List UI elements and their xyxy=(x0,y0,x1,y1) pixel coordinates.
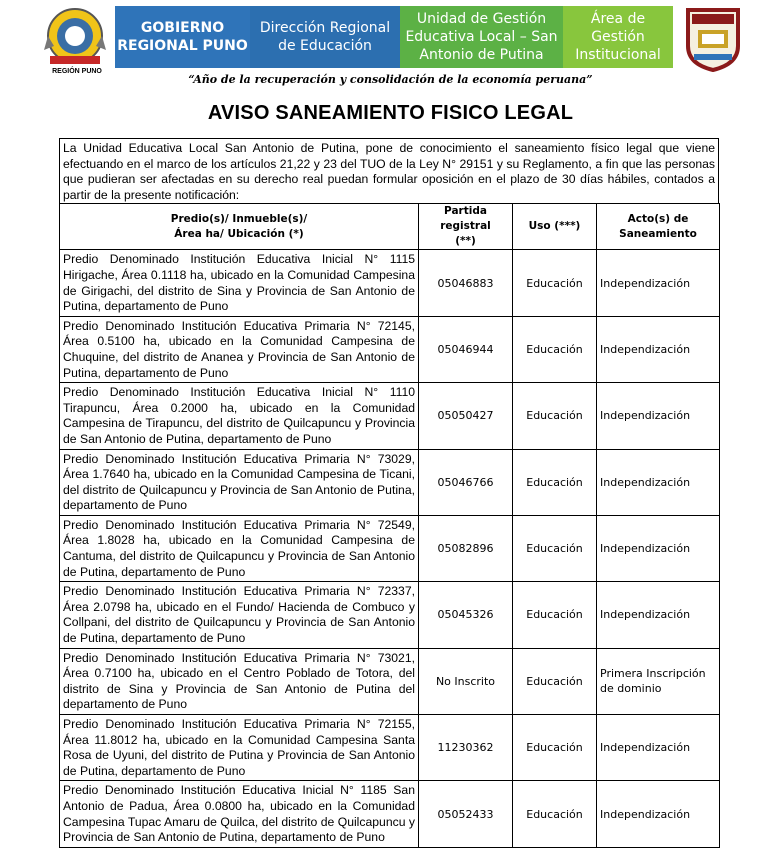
table-row xyxy=(60,781,720,847)
acto-saneamiento: Independización xyxy=(597,582,720,648)
predio-description: Predio Denominado Institución Educativa Inicial N° 1185 San Antonio de Padua, Área 0.0800 ha, ubicado en la Comunidad Campesina Tupac Amaru de Quilca, del distrito de Quilcapuncu y Provincia de San Antonio de Putina, departamento de Puno xyxy=(60,781,419,847)
partida-registral: 05052433 xyxy=(419,781,513,847)
uso: Educación xyxy=(513,648,597,714)
acto-saneamiento: Independización xyxy=(597,715,720,781)
uso: Educación xyxy=(513,383,597,449)
institution-banner xyxy=(115,6,673,68)
acto-saneamiento: Independización xyxy=(597,383,720,449)
banner-direccion-regional: Dirección Regional de Educación xyxy=(250,6,400,68)
predio-description: Predio Denominado Institución Educativa Inicial N° 1115 Hirigache, Área 0.1118 ha, ubicado en la Comunidad Campesina de Girigachi, del distrito de Sina y Provincia de San Antonio de Putina, departamento de Puno xyxy=(60,250,419,316)
partida-registral: 05046766 xyxy=(419,449,513,515)
uso: Educación xyxy=(513,449,597,515)
acto-saneamiento: Independización xyxy=(597,781,720,847)
ugel-shield-logo xyxy=(684,6,742,72)
table-row xyxy=(60,250,720,316)
predio-description: Predio Denominado Institución Educativa Inicial N° 1110 Tirapuncu, Área 0.2000 ha, ubicado en la Comunidad Campesina de Tirapuncu, del distrito de Quilcapuncu y Provincia de San Antonio de Putina, departamento de Puno xyxy=(60,383,419,449)
partida-registral: 05082896 xyxy=(419,515,513,581)
table-row xyxy=(60,582,720,648)
banner-gobierno-regional: GOBIERNO REGIONAL PUNO xyxy=(115,6,250,68)
partida-registral: 05046883 xyxy=(419,250,513,316)
partida-registral: No Inscrito xyxy=(419,648,513,714)
acto-saneamiento: Independización xyxy=(597,449,720,515)
acto-saneamiento: Independización xyxy=(597,515,720,581)
table-row xyxy=(60,715,720,781)
partida-registral: 05045326 xyxy=(419,582,513,648)
uso: Educación xyxy=(513,250,597,316)
predio-description: Predio Denominado Institución Educativa Primaria N° 73021, Área 0.7100 ha, ubicado en el Centro Poblado de Totora, del distrito de Sina y Provincia de San Antonio de Putina del departamento de Puno xyxy=(60,648,419,714)
partida-registral: 05050427 xyxy=(419,383,513,449)
table-row xyxy=(60,383,720,449)
uso: Educación xyxy=(513,582,597,648)
header-partida: Partida registral (**) xyxy=(419,204,513,250)
banner-ugel: Unidad de Gestión Educativa Local – San Antonio de Putina xyxy=(400,6,563,68)
notice-document xyxy=(59,138,719,848)
table-row xyxy=(60,449,720,515)
acto-saneamiento: Independización xyxy=(597,316,720,382)
acto-saneamiento: Primera Inscripción de dominio xyxy=(597,648,720,714)
predio-description: Predio Denominado Institución Educativa Primaria N° 72155, Área 11.8012 ha, ubicado en la Comunidad Campesina Santa Rosa de Uyuni, del distrito de Putina y Provincia de San Antonio de Putina, departamento de Puno xyxy=(60,715,419,781)
header-acto: Acto(s) de Saneamiento xyxy=(597,204,720,250)
acto-saneamiento: Independización xyxy=(597,250,720,316)
predio-description: Predio Denominado Institución Educativa Primaria N° 73029, Área 1.7640 ha, ubicado en la Comunidad Campesina de Ticani, del distrito de Quilcapuncu y Provincia de San Antonio de Putina, departamento de Puno xyxy=(60,449,419,515)
partida-registral: 11230362 xyxy=(419,715,513,781)
intro-paragraph: La Unidad Educativa Local San Antonio de Putina, pone de conocimiento el saneamiento físico legal que viene efectuando en el marco de los artículos 21,22 y 23 del TUO de la Ley N° 29151 y su Reglamento, a fin que las personas que pudieran ser afectadas en su derecho real puedan formular oposición en el plazo de 30 días hábiles, contados a partir de la presente notificación: xyxy=(59,138,719,203)
uso: Educación xyxy=(513,715,597,781)
banner-area-gestion: Área de Gestión Institucional xyxy=(563,6,673,68)
table-row xyxy=(60,515,720,581)
predio-description: Predio Denominado Institución Educativa Primaria N° 72145, Área 0.5100 ha, ubicado en la Comunidad Campesina de Chuquine, del distrito de Ananea y Provincia de San Antonio de Putina, departamento de Puno xyxy=(60,316,419,382)
header-predio: Predio(s)/ Inmueble(s)/ Área ha/ Ubicación (*) xyxy=(60,204,419,250)
table-row xyxy=(60,648,720,714)
table-header-row xyxy=(60,204,720,250)
page-title: AVISO SANEAMIENTO FISICO LEGAL xyxy=(207,102,574,124)
uso: Educación xyxy=(513,515,597,581)
table-row xyxy=(60,316,720,382)
predio-description: Predio Denominado Institución Educativa Primaria N° 72337, Área 2.0798 ha, ubicado en el Fundo/ Hacienda de Combuco y Collpani, del distrito de Quilcapuncu y Provincia de San Antonio de Putina, departamento de Puno xyxy=(60,582,419,648)
uso: Educación xyxy=(513,781,597,847)
uso: Educación xyxy=(513,316,597,382)
partida-registral: 05046944 xyxy=(419,316,513,382)
year-motto: “Año de la recuperación y consolidación de la economía peruana” xyxy=(188,73,593,86)
region-logo-caption: REGIÓN PUNO xyxy=(52,68,102,75)
predio-description: Predio Denominado Institución Educativa Primaria N° 72549, Área 1.8028 ha, ubicado en la Comunidad Campesina de Cantuma, del distrito de Quilcapuncu y Provincia de San Antonio de Putina, departamento de Puno xyxy=(60,515,419,581)
header-uso: Uso (***) xyxy=(513,204,597,250)
properties-table xyxy=(59,203,720,847)
